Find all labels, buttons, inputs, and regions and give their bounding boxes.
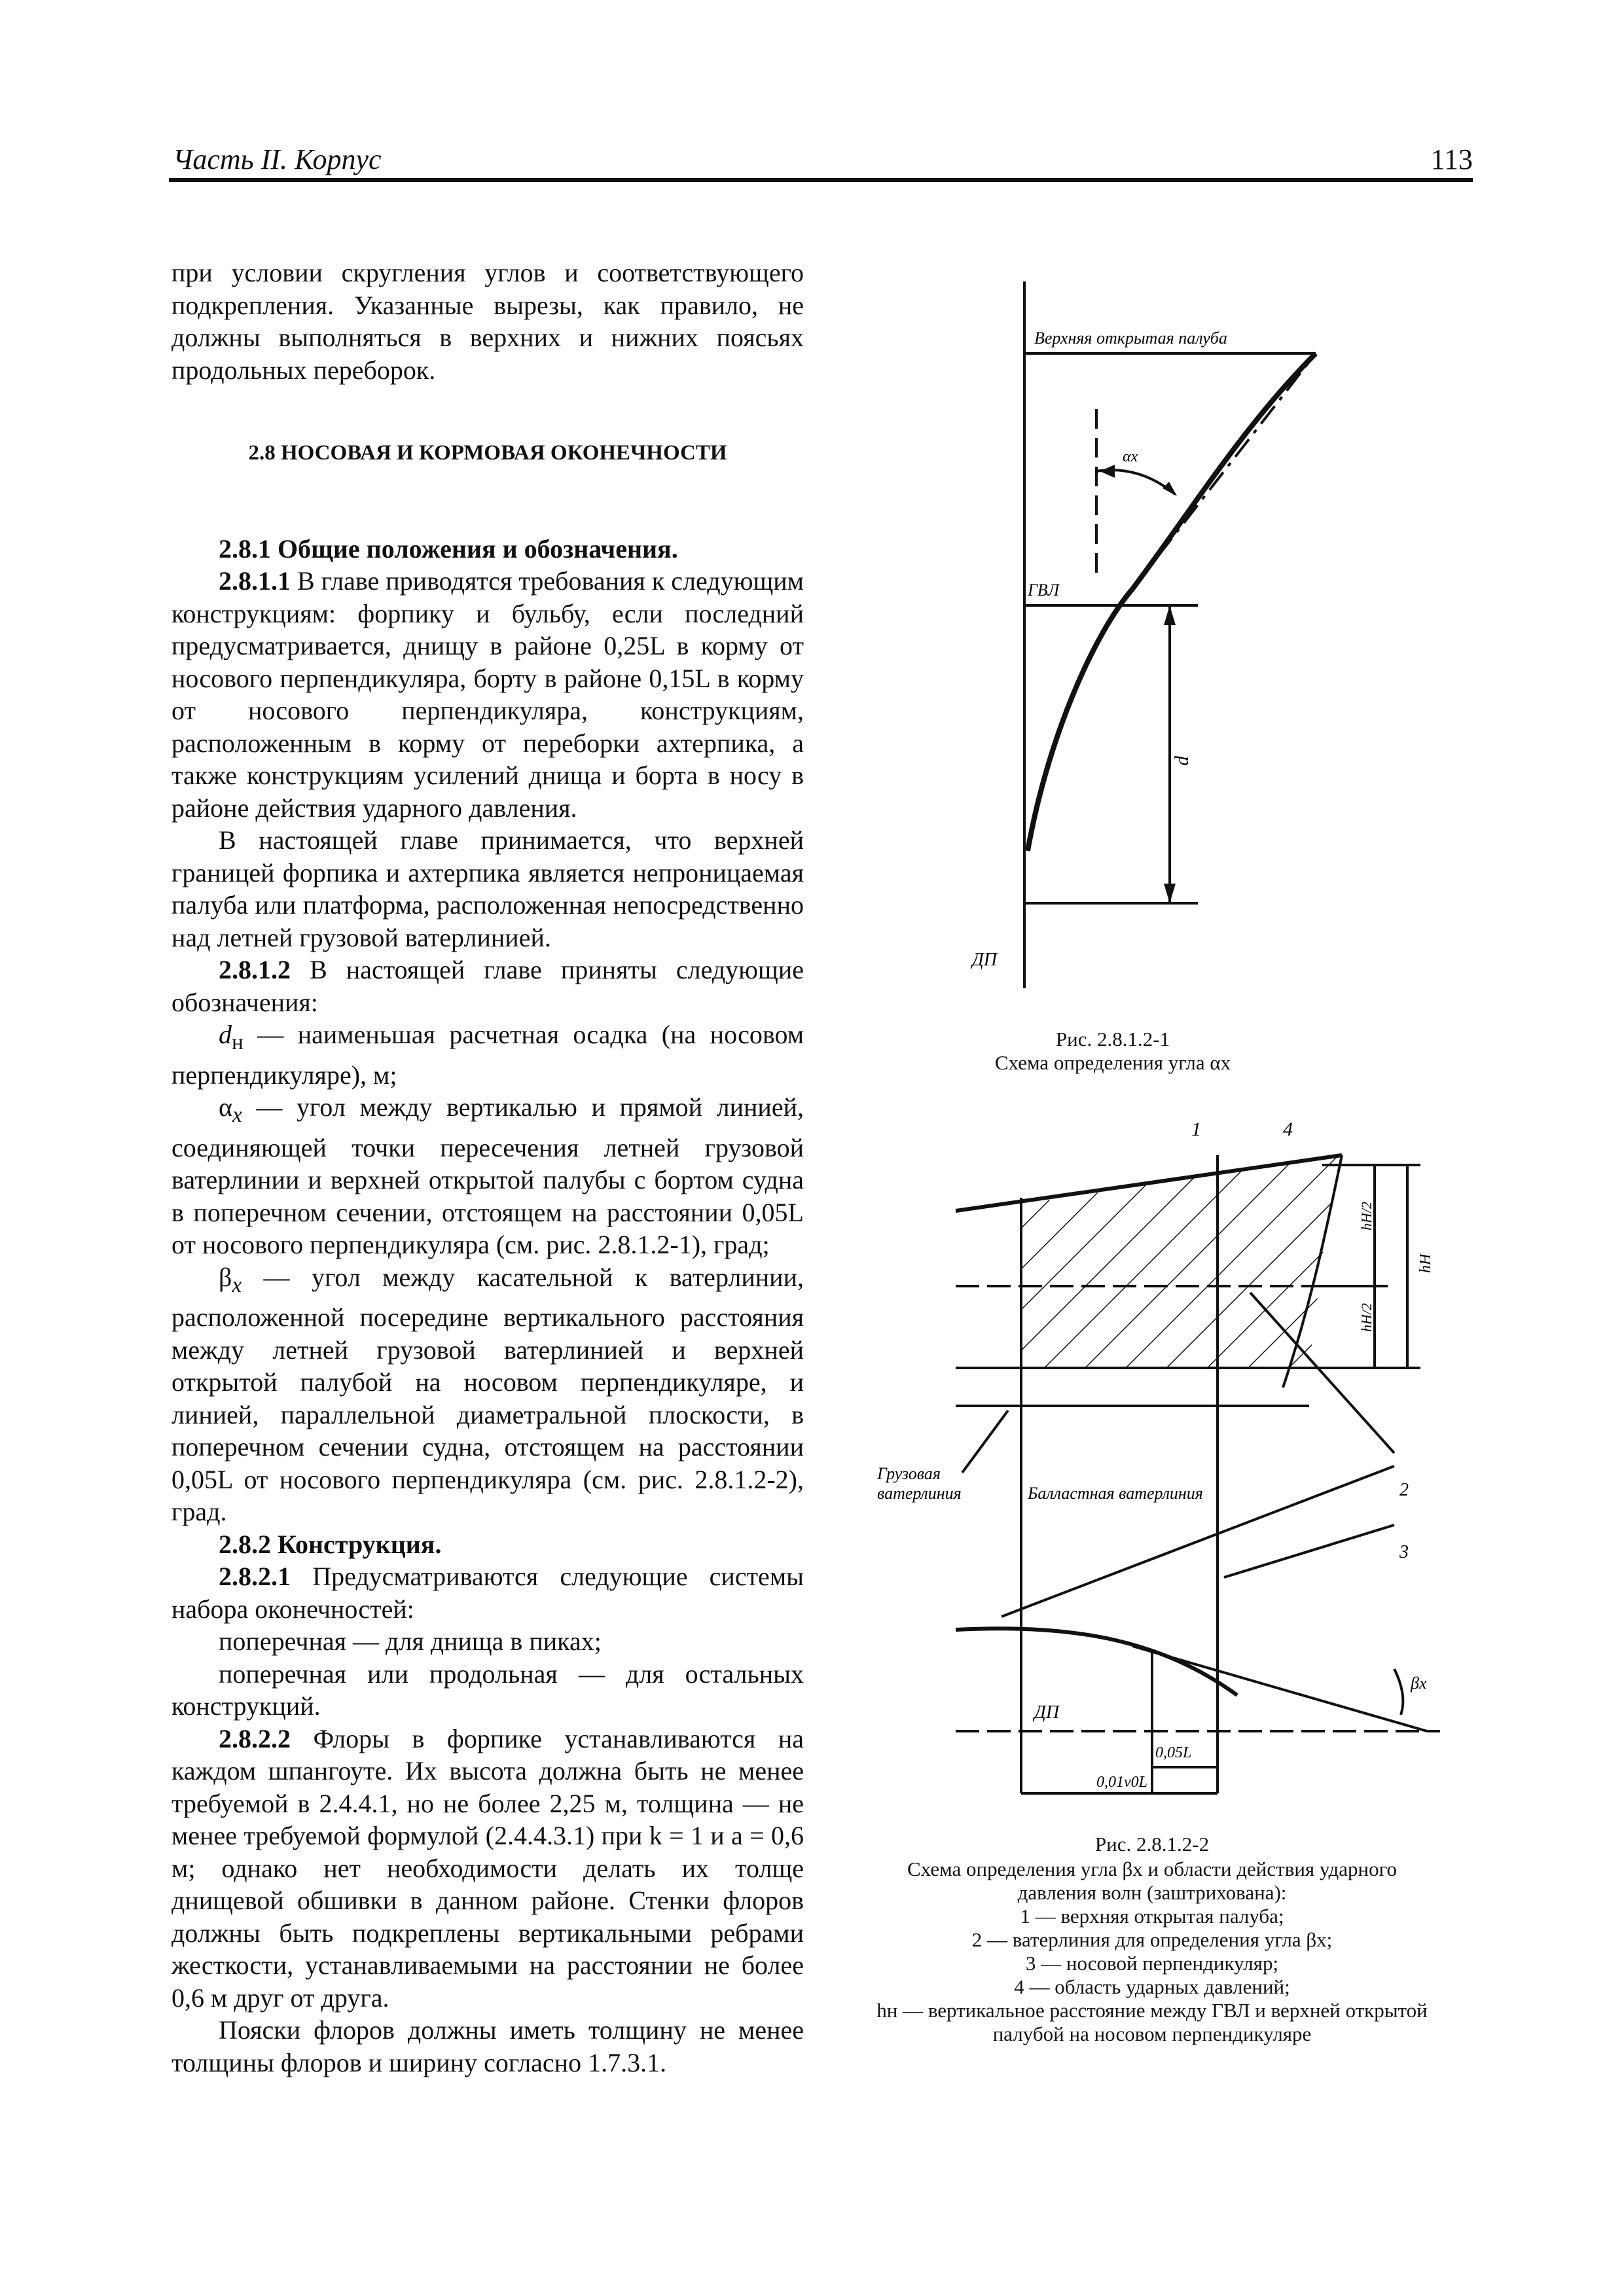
subsection-number: 2.8.1 xyxy=(219,533,271,564)
definition-beta xyxy=(171,1261,804,1528)
label-beta: βx xyxy=(1411,1674,1427,1693)
beta-arc xyxy=(1394,1669,1403,1715)
leader-3 xyxy=(1224,1525,1394,1577)
label-dp: ДП xyxy=(972,950,998,970)
clause-2-8-1-2 xyxy=(171,954,804,1018)
framing-system-item: поперечная или продольная — для остальных конструкций. xyxy=(171,1659,804,1721)
subsection-2-8-1 xyxy=(171,533,804,565)
figure-2-caption-line: hн — вертикальное расстояние между ГВЛ и верхней открытой xyxy=(876,1999,1428,2022)
paragraph-continuation: при условии скругления углов и соответствующего подкрепления. Указанные вырезы, как правило, не должны выполняться в верхних и нижних поясьях продольных переборок. xyxy=(171,258,804,385)
label-cargo-waterline-2: ватерлиния xyxy=(877,1484,962,1503)
clause-number: 2.8.1.1 xyxy=(219,566,291,596)
figure-2-caption-title: Рис. 2.8.1.2-2 xyxy=(1094,1833,1210,1856)
figure-1-caption-title: Рис. 2.8.1.2-1 xyxy=(1055,1028,1170,1050)
callout-3: 3 xyxy=(1399,1542,1409,1562)
figure-2-caption-line: 3 — носовой перпендикуляр; xyxy=(1025,1952,1279,1975)
callout-1: 1 xyxy=(1191,1119,1201,1140)
symbol-subscript: н xyxy=(232,1030,244,1054)
impact-pressure-area xyxy=(1021,1155,1342,1368)
symbol: α xyxy=(219,1092,232,1122)
definition-text: — угол между вертикалью и прямой линией, соединяющей точки пересечения летней грузовой ватерлинии и верхней открытой палубы с бортом судна в поперечном сечении, отстоящем на расстоянии 0,05L от носового перпендикуляра (см. рис. 2.8.1.2-1), град; xyxy=(171,1092,804,1259)
clause-text: В настоящей главе приняты следующие обозначения: xyxy=(171,955,804,1017)
body-text-column xyxy=(171,257,804,2079)
figure-2-caption-line: 1 — верхняя открытая палуба; xyxy=(1020,1905,1284,1928)
clause-number: 2.8.2.1 xyxy=(219,1562,291,1591)
paragraph-floor-flanges: Пояски флоров должны иметь толщину не менее толщины флоров и ширину согласно 1.7.3.1. xyxy=(171,2015,804,2077)
subsection-title: Конструкция. xyxy=(278,1529,442,1559)
label-alpha: αx xyxy=(1123,448,1138,465)
hull-section-curve xyxy=(1028,353,1316,851)
callout-2: 2 xyxy=(1399,1480,1409,1500)
subsection-2-8-2 xyxy=(171,1528,804,1561)
page-number: 113 xyxy=(1430,143,1473,175)
clause-number: 2.8.1.2 xyxy=(219,955,291,984)
header-rule xyxy=(169,178,1473,182)
clause-2-8-2-1 xyxy=(171,1560,804,1625)
label-ballast-waterline: Балластная ватерлиния xyxy=(1028,1484,1203,1503)
symbol-subscript: x xyxy=(232,1103,242,1127)
figure-2-caption-line: давления волн (заштрихована): xyxy=(1017,1881,1287,1904)
waterline-curve xyxy=(956,1628,1237,1695)
definition-text: — наименьшая расчетная осадка (на носовом перпендикуляре), м; xyxy=(171,1020,804,1090)
symbol: d xyxy=(219,1020,232,1049)
figure-2-caption-line: Схема определения угла βx и области действия ударного xyxy=(907,1857,1398,1880)
symbol-subscript: x xyxy=(232,1272,242,1297)
label-001v0L: 0,01v0L xyxy=(1096,1774,1147,1791)
definition-text: — угол между касательной к ватерлинии, расположенной посередине вертикального расстояния между летней грузовой ватерлинией и верхней открытой палубой на носовом перпендикуляре, и линией, параллельной диаметральной плоскости, в поперечном сечении судна, отстоящем на расстоянии 0,05L от носового перпендикуляра (см. рис. 2.8.1.2-2), град. xyxy=(171,1262,804,1526)
figure-2-8-1-2-2 xyxy=(851,1113,1440,1820)
definition-d xyxy=(171,1018,804,1091)
label-hh2-top: hH/2 xyxy=(1358,1202,1375,1230)
clause-text: Флоры в форпике устанавливаются на каждом шпангоуте. Их высота должна быть не менее требуемой в 2.4.4.1, но не более 2,25 м, толщина — не менее требуемой формулой (2.4.4.3.1) при k = 1 и a = 0,6 м; однако нет необходимости делать их толще днищевой обшивки в данном районе. Стенки флоров должны быть подкреплены вертикальными ребрами жесткости, устанавливаемыми на расстоянии не более 0,6 м друг от друга. xyxy=(171,1723,804,2013)
label-draught: d xyxy=(1171,756,1193,766)
running-header-part: Часть II. Корпус xyxy=(173,143,382,175)
framing-system-item: поперечная — для днища в пиках; xyxy=(219,1626,602,1656)
arrowhead-icon xyxy=(1164,884,1176,903)
figure-1-caption-text: Схема определения угла αx xyxy=(994,1051,1231,1074)
figure-2-caption-line: 2 — ватерлиния для определения угла βx; xyxy=(971,1928,1333,1951)
clause-number: 2.8.2.2 xyxy=(219,1723,291,1753)
arrowhead-icon xyxy=(1100,465,1115,478)
symbol: β xyxy=(219,1262,232,1292)
beta-tangent-line xyxy=(1132,1646,1427,1731)
paragraph-upper-boundary: В настоящей главе принимается, что верхней границей форпика и ахтерпика является непроницаемая палуба или платформа, расположенная непосредственно над летней грузовой ватерлинией. xyxy=(171,825,804,952)
label-hh2-bottom: hH/2 xyxy=(1358,1303,1375,1332)
figure-2-caption-line: 4 — область ударных давлений; xyxy=(1014,1975,1290,1998)
label-gvl: ГВЛ xyxy=(1028,581,1060,600)
label-dp: ДП xyxy=(1034,1702,1060,1723)
label-cargo-waterline-1: Грузовая xyxy=(877,1464,941,1483)
label-upper-deck: Верхняя открытая палуба xyxy=(1034,329,1227,348)
clause-2-8-2-2 xyxy=(171,1723,804,2015)
clause-2-8-1-1 xyxy=(171,565,804,824)
definition-alpha xyxy=(171,1091,804,1261)
alpha-chord-line xyxy=(1132,353,1316,589)
subsection-number: 2.8.2 xyxy=(219,1529,271,1559)
label-005L: 0,05L xyxy=(1155,1744,1192,1761)
clause-text: Предусматриваются следующие системы набора оконечностей: xyxy=(171,1562,804,1624)
cargo-wl-leader xyxy=(962,1410,1008,1473)
figure-2-caption-line: палубой на носовом перпендикуляре xyxy=(992,2022,1312,2045)
callout-4: 4 xyxy=(1283,1119,1293,1140)
clause-text: В главе приводятся требования к следующим конструкциям: форпику и бульбу, если последний предусматривается, днищу в районе 0,25L в корму от носового перпендикуляра, борту в районе 0,15L в корму от носового перпендикуляра, конструкциям, расположенным в корму от переборки ахтерпика, а также конструкциям усилений днища и борта в носу в районе действия ударного давления. xyxy=(171,566,804,823)
arrowhead-icon xyxy=(1163,482,1177,496)
label-hh: hH xyxy=(1417,1253,1434,1273)
section-title: 2.8 НОСОВАЯ И КОРМОВАЯ ОКОНЕЧНОСТИ xyxy=(248,441,727,465)
subsection-title: Общие положения и обозначения. xyxy=(278,533,678,564)
arrowhead-icon xyxy=(1164,605,1176,625)
figure-2-8-1-2-1 xyxy=(929,268,1322,995)
